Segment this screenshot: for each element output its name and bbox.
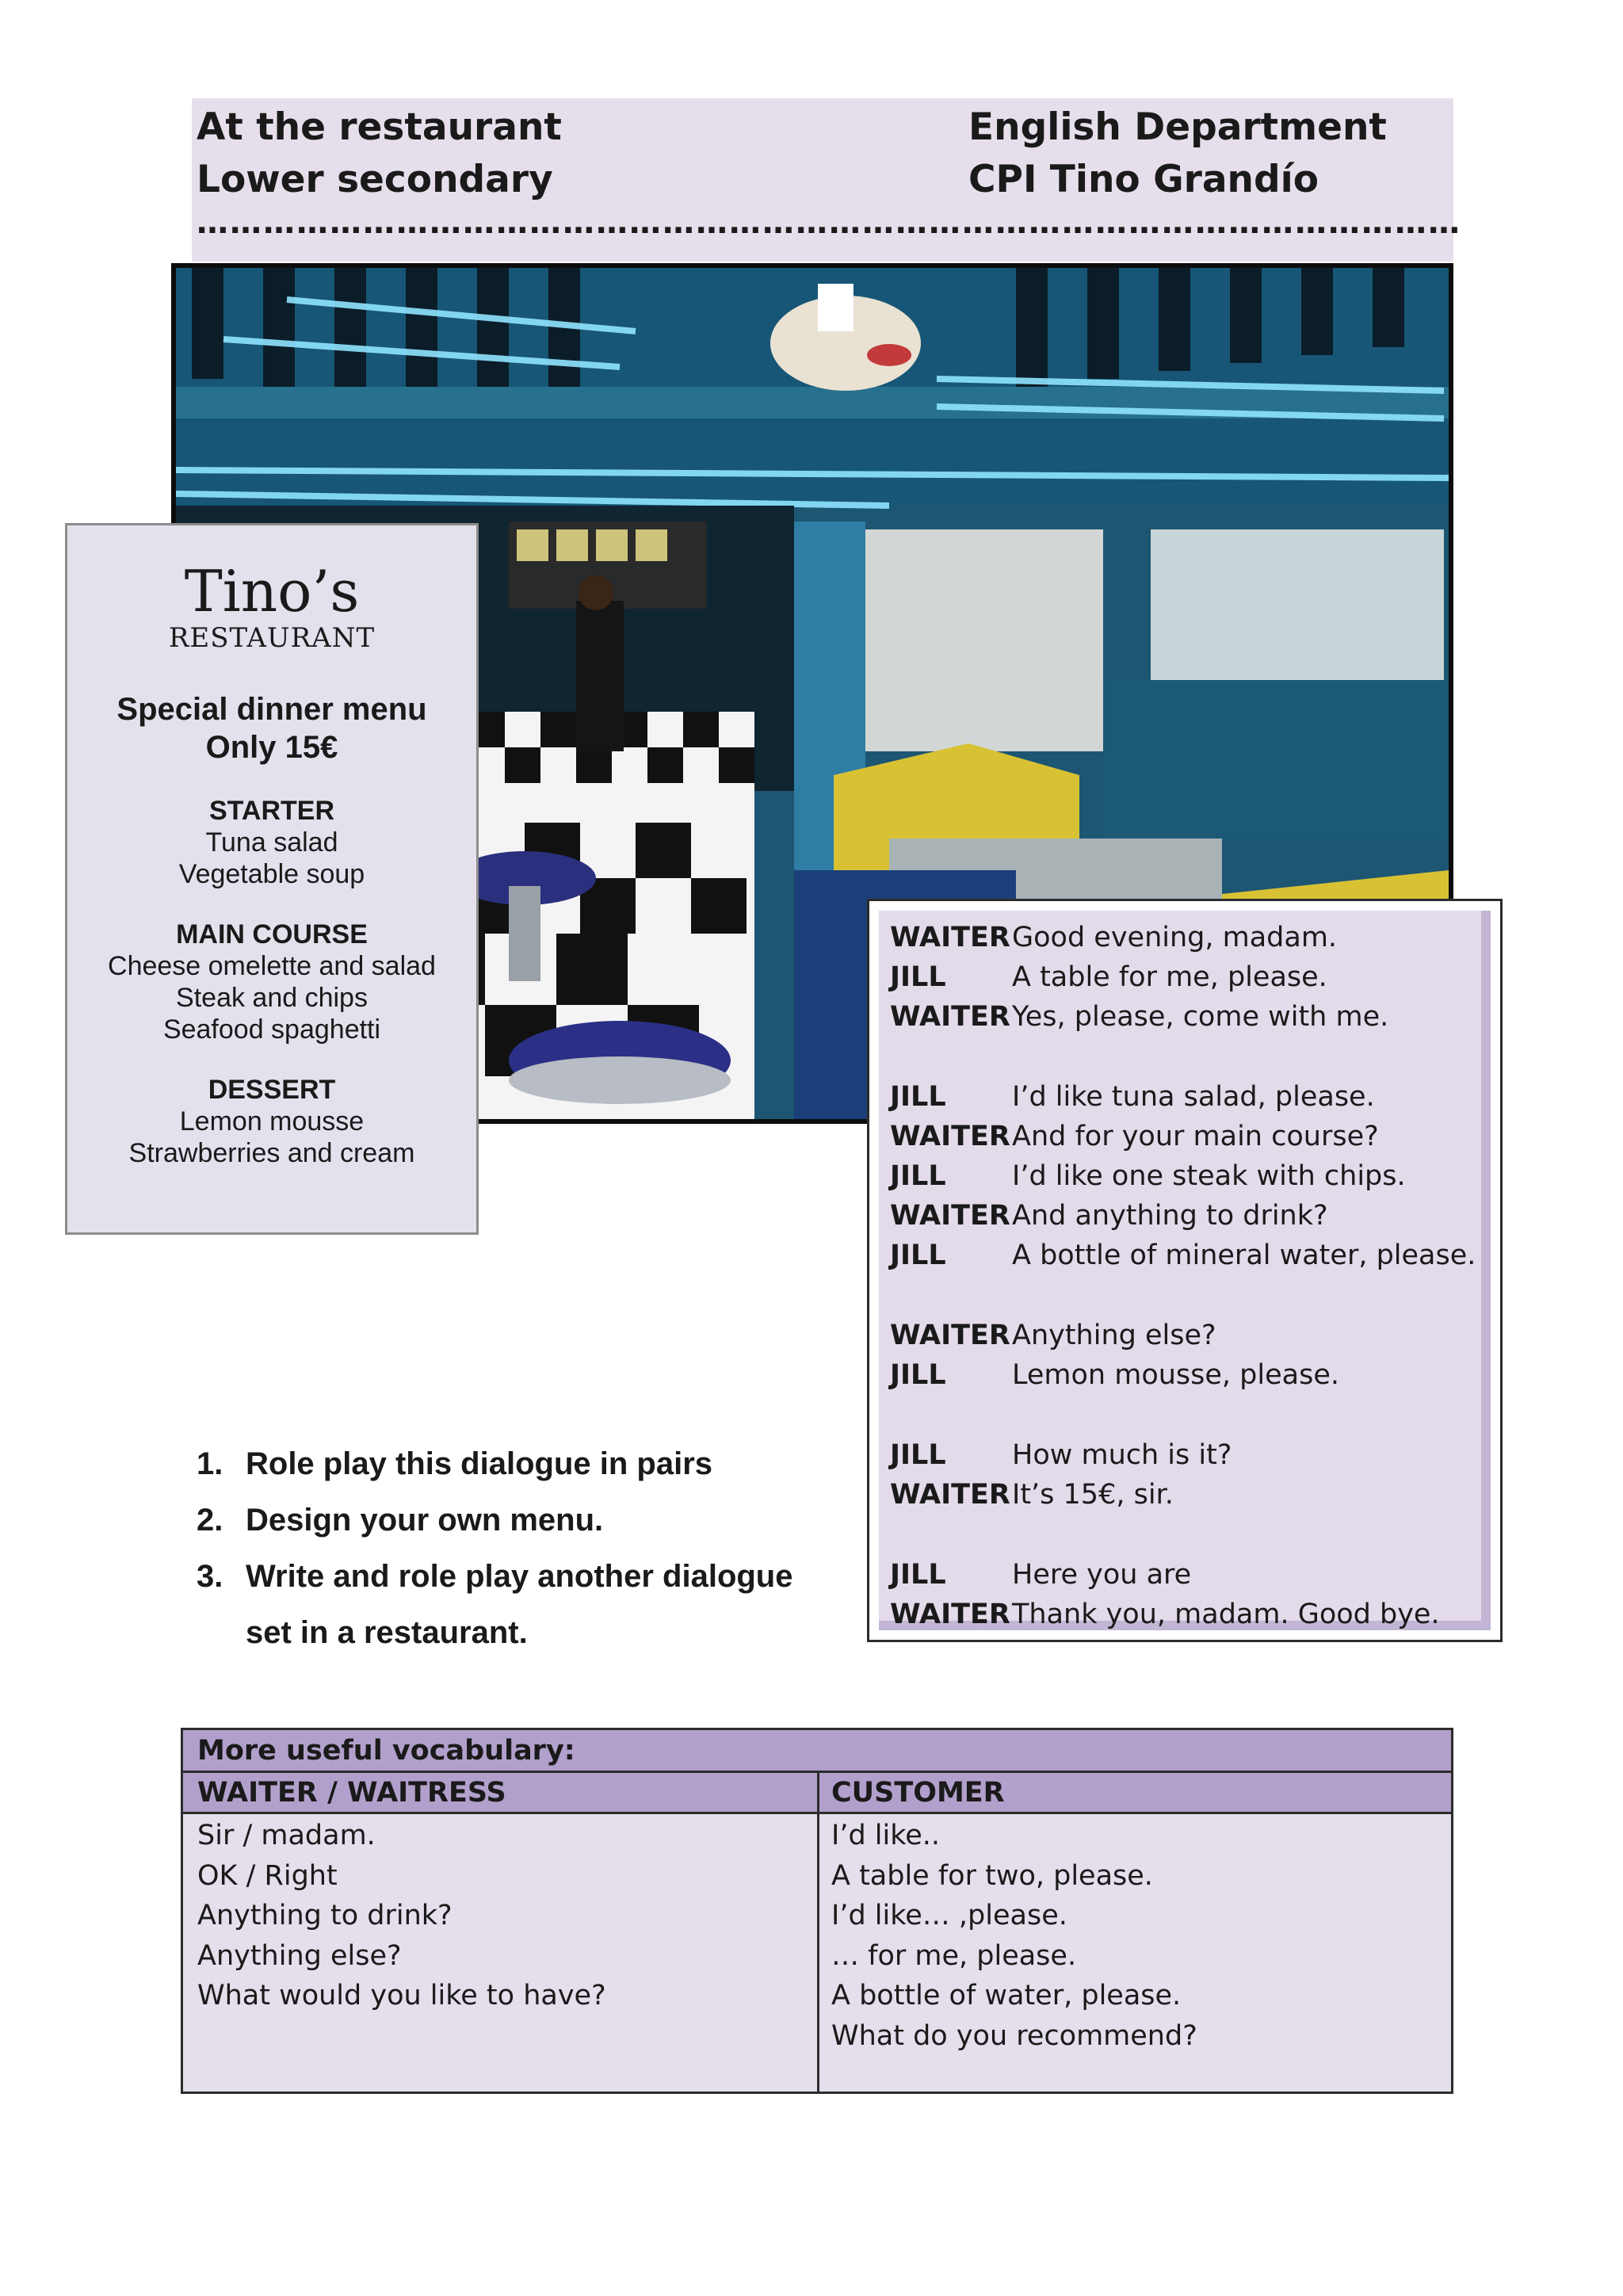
dialogue-line	[890, 1595, 1440, 1633]
line-text: Here you are	[1012, 1559, 1192, 1591]
dialogue-panel	[879, 911, 1491, 1630]
column-divider	[817, 1773, 819, 2092]
menu-item: Steak and chips	[176, 983, 368, 1013]
speaker: JILL	[890, 961, 946, 993]
dialogue-line	[890, 1157, 1406, 1195]
phrase: … for me, please.	[831, 1939, 1077, 1972]
line-text: Lemon mousse, please.	[1012, 1359, 1339, 1391]
menu-item: Lemon mousse	[179, 1106, 365, 1137]
speaker: JILL	[890, 1359, 946, 1391]
speaker: WAITER	[890, 1320, 1010, 1351]
speaker: WAITER	[890, 1200, 1010, 1232]
dialogue-line	[890, 1316, 1216, 1354]
phrase: A table for two, please.	[831, 1859, 1153, 1892]
phrase: I’d like… ,please.	[831, 1900, 1067, 1931]
task-number: 2.	[197, 1503, 223, 1538]
dialogue-line	[890, 1117, 1379, 1156]
line-text: It’s 15€, sir.	[1012, 1479, 1174, 1511]
phrase: Anything to drink?	[197, 1900, 453, 1931]
special-menu-price: Only 15€	[205, 730, 338, 765]
dialogue-line	[890, 958, 1327, 996]
task-item	[197, 1549, 824, 1661]
column-header-waiter: WAITER / WAITRESS	[197, 1777, 506, 1809]
phrase: What would you like to have?	[197, 1980, 606, 2011]
dialogue-line	[890, 1356, 1339, 1394]
speaker: JILL	[890, 1439, 946, 1471]
line-text: Yes, please, come with me.	[1012, 1001, 1389, 1033]
department-name: English Department	[968, 105, 1387, 149]
school-name: CPI Tino Grandío	[968, 158, 1319, 201]
speaker: WAITER	[890, 922, 1010, 953]
line-text: A table for me, please.	[1012, 961, 1327, 993]
restaurant-menu-card	[65, 523, 479, 1235]
restaurant-name: Tino’s	[184, 558, 360, 625]
restaurant-subtitle: RESTAURANT	[168, 622, 376, 654]
line-text: Good evening, madam.	[1012, 922, 1338, 953]
special-menu-title: Special dinner menu	[116, 692, 427, 727]
line-text: I’d like tuna salad, please.	[1012, 1081, 1375, 1113]
vocabulary-title: More useful vocabulary:	[197, 1735, 575, 1767]
menu-item: Strawberries and cream	[128, 1138, 415, 1168]
dialogue-line	[890, 1436, 1232, 1474]
menu-section-title: MAIN COURSE	[176, 919, 368, 949]
task-number: 1.	[197, 1446, 223, 1481]
dialogue-line	[890, 1078, 1375, 1116]
speaker: WAITER	[890, 1001, 1010, 1033]
column-header-customer: CUSTOMER	[831, 1777, 1005, 1809]
dialogue-line	[890, 998, 1388, 1036]
menu-item: Cheese omelette and salad	[108, 951, 436, 981]
line-text: How much is it?	[1012, 1439, 1232, 1471]
menu-item: Vegetable soup	[178, 859, 365, 889]
task-item	[197, 1492, 846, 1549]
worksheet-header	[192, 98, 1461, 262]
task-item	[197, 1436, 846, 1492]
line-text: And for your main course?	[1012, 1121, 1379, 1152]
dialogue-line	[890, 919, 1337, 957]
menu-section-title: STARTER	[208, 796, 335, 826]
phrase: What do you recommend?	[831, 2019, 1197, 2052]
customer-phrases	[831, 1816, 1197, 2056]
line-text: Thank you, madam. Good bye.	[1012, 1599, 1440, 1630]
waiter-phrases	[197, 1816, 606, 2016]
speaker: WAITER	[890, 1599, 1010, 1630]
phrase: A bottle of water, please.	[831, 1980, 1182, 2011]
line-text: Anything else?	[1012, 1320, 1216, 1351]
speaker: WAITER	[890, 1479, 1010, 1511]
phrase: Sir / madam.	[197, 1820, 376, 1851]
menu-section-title: DESSERT	[208, 1075, 336, 1105]
menu-item: Seafood spaghetti	[162, 1014, 381, 1045]
vocabulary-table	[181, 1728, 1453, 2094]
speaker: WAITER	[890, 1121, 1010, 1152]
dialogue-box	[867, 899, 1503, 1642]
vocabulary-title-row	[183, 1730, 1451, 1773]
worksheet-title: At the restaurant	[197, 105, 562, 149]
header-dotted-rule: ……………………………………………………………………………………………………	[197, 204, 1461, 241]
speaker: JILL	[890, 1559, 946, 1591]
menu-item: Tuna salad	[205, 827, 338, 858]
dialogue-line	[890, 1197, 1328, 1235]
worksheet-level: Lower secondary	[197, 158, 553, 201]
dialogue-line	[890, 1556, 1191, 1594]
task-text: Role play this dialogue in pairs	[246, 1446, 713, 1481]
speaker: JILL	[890, 1081, 946, 1113]
phrase: OK / Right	[197, 1859, 338, 1892]
line-text: I’d like one steak with chips.	[1012, 1160, 1406, 1192]
speaker: JILL	[890, 1240, 946, 1271]
task-list	[197, 1436, 846, 1661]
line-text: And anything to drink?	[1012, 1200, 1328, 1232]
phrase: I’d like..	[831, 1820, 941, 1851]
task-text: Write and role play another dialogue set in a restaurant.	[246, 1559, 793, 1650]
task-text: Design your own menu.	[246, 1503, 604, 1538]
phrase: Anything else?	[197, 1939, 402, 1972]
dialogue-line	[890, 1236, 1476, 1274]
speaker: JILL	[890, 1160, 946, 1192]
dialogue-line	[890, 1476, 1174, 1514]
line-text: A bottle of mineral water, please.	[1012, 1240, 1476, 1271]
task-number: 3.	[197, 1559, 223, 1594]
